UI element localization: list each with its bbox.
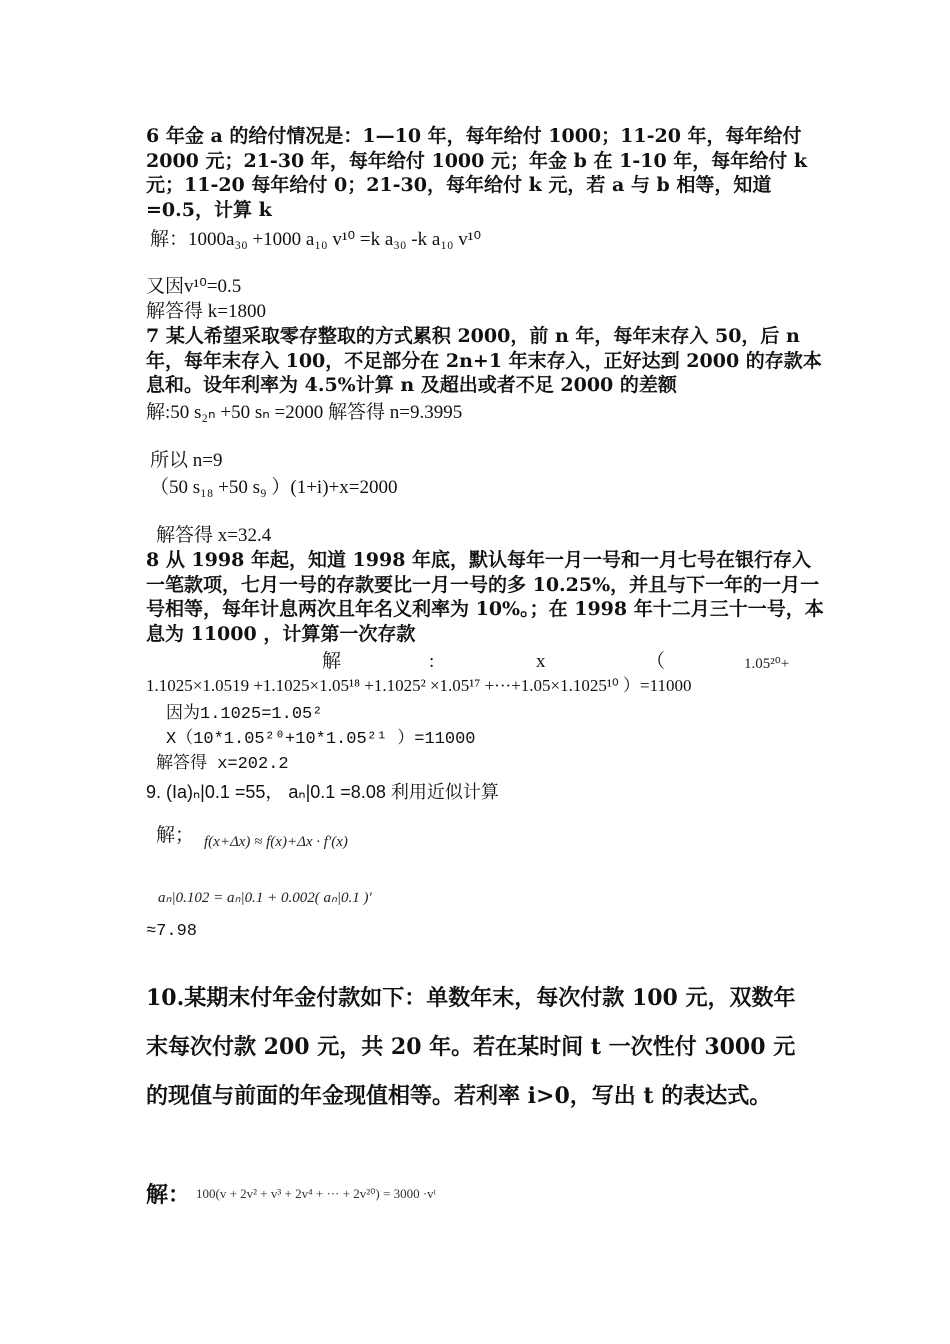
head-word-3: x [536, 651, 546, 672]
problem-7-solution-1: 解:50 s₂ₙ +50 sₙ =2000 解答得 n=9.3995 [146, 402, 463, 423]
problem-7-solution-2: 所以 n=9 [150, 450, 223, 471]
head-word-2: : [429, 651, 435, 672]
head-word-5: 1.05²⁰+ [744, 656, 790, 672]
problem-10-text: 10.某期末付年金付款如下：单数年末，每次付款 100 元，双数年末每次付款 200 元，共 20 年。若在某时间 t 一次性付 3000 元的现值与前面的年金现值相等。若利率 i>0，写出 t 的表达式。 [146, 985, 796, 1109]
equation: 100(v + 2v² + v³ + 2v⁴ + ··· + 2v²⁰) = 3000 ·vᵗ [196, 1186, 437, 1201]
problem-7-text: 7 某人希望采取零存整取的方式累积 2000，前 n 年，每年末存入 50，后 n 年，每年末存入 100，不足部分在 2n+1 年末存入，正好达到 2000 的存款本息和。设年利率为 4.5%计算 n 及超出或者不足 2000 的差额 [146, 325, 822, 396]
problem-6-text: 6 年金 a 的给付情况是：1—10 年，每年给付 1000；11-20 年，每年给付 2000 元；21-30 年，每年给付 1000 元；年金 b 在 1-10 年，每年给付 k 元；11-20 每年给付 0；21-30，每年给付 k 元，若 a 与 b 相等，知道=0.5，计算 k [146, 125, 808, 221]
problem-6-answer: 解答得 k=1800 [146, 301, 266, 322]
problem-7-answer: 解答得 x=32.4 [156, 525, 272, 546]
solution-label: 解： [150, 229, 189, 250]
problem-8-answer: 解答得 x=202.2 [156, 755, 289, 774]
problem-6-line-2: 又因v¹⁰=0.5 [146, 276, 242, 297]
head-word-4: （ [646, 651, 666, 672]
problem-8-line-2: 因为1.1025=1.05² [166, 705, 323, 724]
problem-9-formula-1: f(x+Δx) ≈ f(x)+Δx · f′(x) [204, 834, 348, 850]
problem-9-formula-2: aₙ|0.102 = aₙ|0.1 + 0.002( aₙ|0.1 )′ [158, 890, 372, 906]
equation: 1000a₃₀ +1000 a₁₀ v¹⁰ =k a₃₀ -k a₁₀ v¹⁰ [188, 229, 482, 250]
problem-8-line-3: X（10*1.05²⁰+10*1.05²¹ ）=11000 [166, 730, 476, 749]
problem-6-solution [150, 228, 481, 252]
problem-9-result: ≈7.98 [146, 922, 198, 941]
problem-8-text: 8 从 1998 年起，知道 1998 年底，默认每年一月一号和一月七号在银行存入一笔款项，七月一号的存款要比一月一号的多 10.25%，并且与下一年的一月一号相等，每年计息两次且年名义利率为 10%。；在 1998 年十二月三十一号，本息为 11000 ，计算第一次存款 [146, 549, 824, 645]
solution-label: 解： [146, 1182, 191, 1208]
problem-9-solution-label: 解； [156, 825, 195, 846]
problem-9-text: 9. (Ia)ₙ|0.1 =55， aₙ|0.1 =8.08 利用近似计算 [146, 782, 499, 802]
problem-8-solution-line: 1.1025×1.0519 +1.1025×1.05¹⁸ +1.1025² ×1.05¹⁷ +···+1.05×1.1025¹⁰ ）=11000 [146, 676, 692, 695]
head-word-1: 解 [322, 651, 342, 672]
problem-7-solution-3: （50 s₁₈ +50 s₉ ）(1+i)+x=2000 [150, 477, 398, 498]
